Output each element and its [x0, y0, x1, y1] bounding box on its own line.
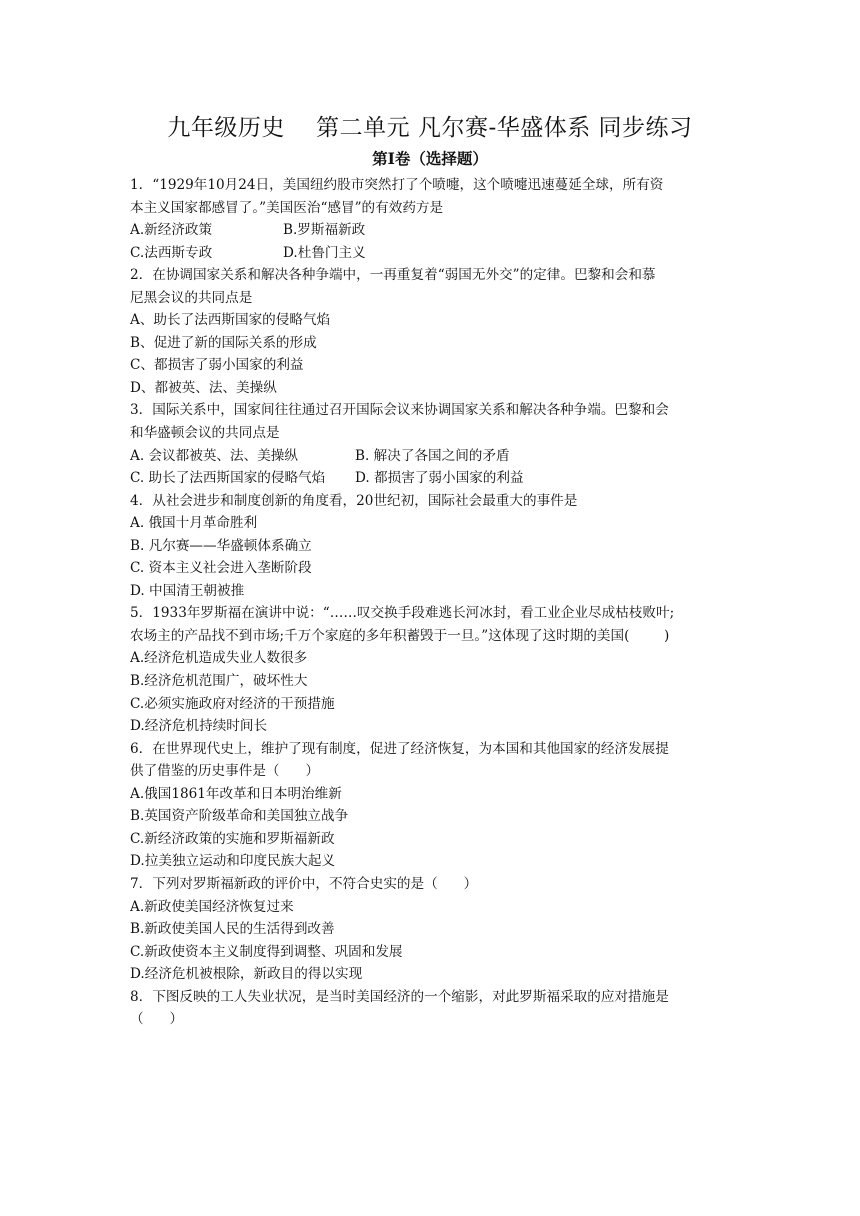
- option-d: D.杜鲁门主义: [283, 244, 366, 261]
- option-d: D. 都损害了弱小国家的利益: [355, 470, 524, 487]
- question-stem-line: 尼黑会议的共同点是: [130, 289, 253, 306]
- question-stem-line: 4．从社会进步和制度创新的角度看，20世纪初，国际社会最重大的事件是: [130, 492, 578, 509]
- question-stem-line: 1．“1929年10月24日，美国纽约股市突然打了个喷嚏，这个喷嚏迅速蔓延全球，所有资: [130, 177, 664, 193]
- option-c: C.法西斯专政: [130, 244, 213, 261]
- question-stem-line: 2．在协调国家关系和解决各种争端中，一再重复着“弱国无外交”的定律。巴黎和会和慕: [130, 267, 656, 284]
- option-b: B.新政使美国人民的生活得到改善: [130, 921, 335, 938]
- question-stem-line: 供了借鉴的历史事件是（ ）: [130, 763, 320, 780]
- question-7: [130, 873, 735, 986]
- option-row: [130, 219, 735, 242]
- section-heading: 第Ⅰ卷（选择题）: [372, 149, 488, 168]
- option-a: A.新经济政策: [130, 222, 213, 239]
- option-row: [130, 242, 735, 265]
- option-b: B. 凡尔赛——华盛顿体系确立: [130, 537, 312, 554]
- option-a: A.新政使美国经济恢复过来: [130, 898, 294, 915]
- option-d: D.经济危机被根除，新政目的得以实现: [130, 966, 363, 983]
- option-b: B.英国资产阶级革命和美国独立战争: [130, 808, 349, 825]
- question-8: [130, 986, 735, 1031]
- option-d: D.经济危机持续时间长: [130, 718, 268, 735]
- option-row: [130, 467, 735, 490]
- option-d: D.拉美独立运动和印度民族大起义: [130, 853, 336, 870]
- option-b: B.经济危机范围广，破坏性大: [130, 673, 308, 690]
- option-a: A. 会议都被英、法、美操纵: [130, 447, 298, 464]
- option-a: A.俄国1861年改革和日本明治维新: [130, 785, 342, 802]
- option-a: A、助长了法西斯国家的侵略气焰: [130, 312, 331, 329]
- question-stem-line: 本主义国家都感冒了。”美国医治“感冒”的有效药方是: [130, 199, 444, 216]
- option-row: [130, 445, 735, 468]
- question-4: [130, 490, 735, 603]
- question-stem-line: 和华盛顿会议的共同点是: [130, 425, 280, 442]
- option-a: A.经济危机造成失业人数很多: [130, 650, 308, 667]
- option-b: B. 解决了各国之间的矛盾: [355, 447, 510, 464]
- question-stem-line: 3．国际关系中，国家间往往通过召开国际会议来协调国家关系和解决各种争端。巴黎和会: [130, 402, 669, 419]
- question-stem-line: 农场主的产品找不到市场;千万个家庭的多年积蓄毁于一旦。”这体现了这时期的美国( ): [130, 627, 670, 644]
- question-1: [130, 174, 735, 264]
- question-stem-line: 8．下图反映的工人失业状况，是当时美国经济的一个缩影，对此罗斯福采取的应对措施是: [130, 988, 669, 1005]
- question-stem-line: 7．下列对罗斯福新政的评价中，不符合史实的是（ ）: [130, 875, 478, 892]
- question-list: [130, 174, 735, 1031]
- option-d: D. 中国清王朝被推: [130, 582, 245, 599]
- option-a: A. 俄国十月革命胜利: [130, 515, 258, 532]
- question-2: [130, 264, 735, 399]
- page-title: 九年级历史 第二单元 凡尔赛-华盛体系 同步练习: [167, 115, 693, 141]
- question-stem-line: （ ）: [130, 1011, 184, 1028]
- question-stem-line: 6．在世界现代史上，维护了现有制度，促进了经济恢复，为本国和其他国家的经济发展提: [130, 740, 669, 757]
- option-c: C. 助长了法西斯国家的侵略气焰: [130, 470, 326, 487]
- option-c: C.必须实施政府对经济的干预措施: [130, 695, 335, 712]
- question-6: [130, 738, 735, 873]
- option-b: B.罗斯福新政: [283, 222, 366, 239]
- option-c: C.新经济政策的实施和罗斯福新政: [130, 830, 335, 847]
- question-stem-line: 5．1933年罗斯福在演讲中说：“……叹交换手段难逃长河冰封，看工业企业尽成枯枝败叶;: [130, 605, 675, 622]
- question-3: [130, 399, 735, 489]
- option-b: B、促进了新的国际关系的形成: [130, 334, 317, 351]
- option-c: C. 资本主义社会进入垄断阶段: [130, 560, 312, 577]
- option-c: C.新政使资本主义制度得到调整、巩固和发展: [130, 943, 403, 960]
- question-5: [130, 602, 735, 737]
- option-c: C、都损害了弱小国家的利益: [130, 357, 304, 374]
- option-d: D、都被英、法、美操纵: [130, 379, 277, 396]
